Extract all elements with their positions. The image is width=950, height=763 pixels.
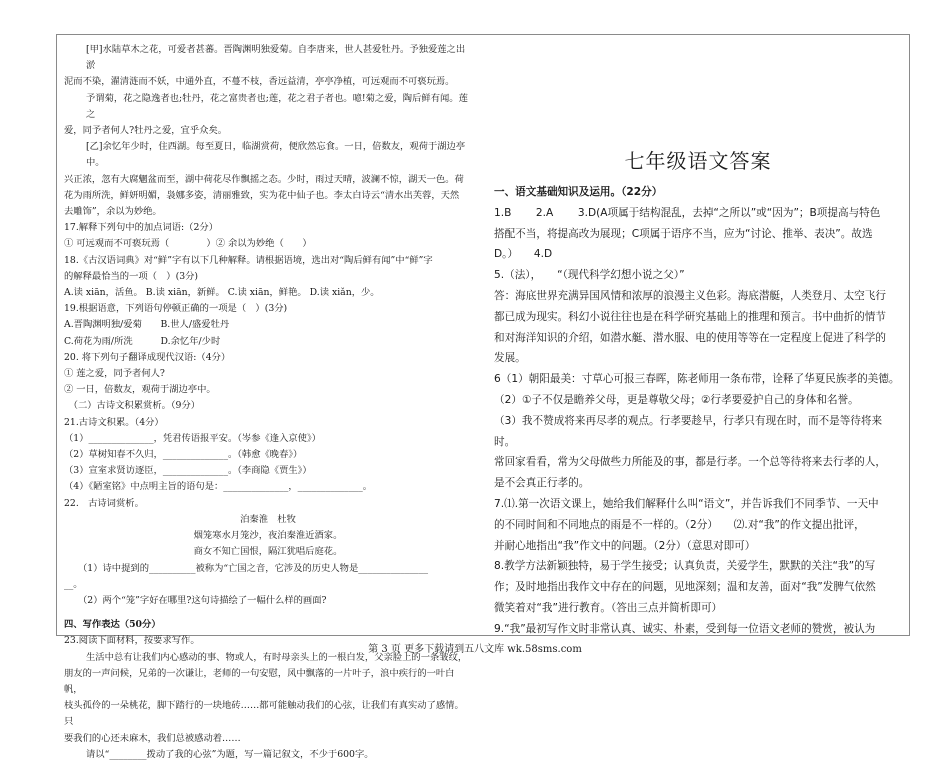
answer-line: 都已成为现实。科幻小说往往也是在科学研究基础上的推理和预言。书中曲折的情节: [494, 310, 886, 323]
prompt-line: 请以“________拨动了我的心弦”为题，写一篇记叙文，不少于600字。: [86, 748, 374, 760]
section-heading: 四、写作表达（50分）: [64, 619, 161, 631]
question-line: 21.古诗文积累。（4分）: [64, 416, 164, 428]
page-footer: 第 3 页 更多下载请到五八文库 wk.58sms.com: [368, 644, 582, 655]
question-line: 20. 将下列句子翻译成现代汉语:（4分）: [64, 351, 231, 363]
answer-line: 和对海洋知识的介绍，如潜水艇、潜水服、电的使用等等在一定程度上促进了科学的: [494, 331, 886, 344]
question-line: （1）______________，凭君传语报平安。（岑参《逢入京使》）: [64, 432, 321, 444]
prompt-line: 枝头孤伶的一朵桃花，脚下踏行的一块地砖……都可能触动我们的心弦，让我们有真实动了感情。只: [64, 700, 464, 728]
answer-title: 七年级语文答案: [624, 149, 772, 173]
poem-title: 泊秦淮 杜牧: [240, 513, 296, 525]
prompt-line: 要我们的心还未麻木，我们总被感动着……: [64, 732, 241, 744]
answer-line: 发展。: [494, 352, 526, 365]
answer-line: 答：海底世界充满异国风情和浓厚的浪漫主义色彩。海底潜艇，人类登月、太空飞行: [494, 289, 886, 302]
answer-line: 搭配不当，将提高改为展现；C项属于语序不当，应为“讨论、推举、表决”。故选: [494, 227, 873, 240]
question-line: 22. 古诗词赏析。: [64, 497, 144, 509]
answer-line: （3）我不赞成将来再尽孝的观点。行孝要趁早，行孝只有现在时，而不是等待将来时。: [494, 414, 883, 448]
answer-line: 微笑着对“我”进行教育。（答出三点并简析即可）: [494, 601, 723, 614]
poem-line: 烟笼寒水月笼沙，夜泊秦淮近酒家。: [193, 530, 343, 542]
poem-line: 商女不知亡国恨，隔江犹唱后庭花。: [193, 546, 343, 558]
passage-line: [甲]水陆草木之花，可爱者甚蕃。晋陶渊明独爱菊。自李唐来，世人甚爱牡丹。予独爱莲之出淤: [86, 44, 466, 72]
question-line: （1）诗中提到的__________被称为“亡国之音，它涉及的历史人物是_______________: [78, 562, 429, 574]
question-line: （4）《陋室铭》中点明主旨的语句是：______________，______________。: [64, 481, 373, 493]
question-line: A.晋陶渊明独/爱菊 B.世人/盛爱牡丹: [64, 319, 230, 331]
section-heading: 一、语文基础知识及运用。（22分）: [494, 186, 663, 198]
question-line: 的解释最恰当的一项（ ）(3分): [64, 270, 199, 282]
passage-line: 爱，同予者何人?牡丹之爱，宜乎众矣。: [64, 125, 228, 137]
answer-line: D。） 4.D: [494, 248, 553, 261]
question-line: A.读 xiān，活鱼。 B.读 xiān，新鲜。 C.读 xiān，鲜艳。 D.读 xiǎn，少。: [64, 287, 380, 299]
question-line: 17.解释下列句中的加点词语:（2分）: [64, 222, 218, 234]
question-line: 18.《古汉语词典》对“鲜”字有以下几种解释。请根据语境，选出对“陶后鲜有闻”中“鲜”字: [64, 254, 433, 266]
answer-line: 5.（法）， “（现代科学幻想小说之父）”: [494, 269, 685, 282]
prompt-line: 生活中总有让我们内心感动的事、物或人，有时母亲头上的一根白发，父亲脸上的一条皱纹，: [86, 651, 468, 663]
question-line: 23.阅读下面材料，按要求写作。: [64, 635, 200, 647]
right-column: [494, 42, 902, 640]
passage-line: 泥而不染，濯清涟而不妖，中通外直，不蔓不枝，香远益清，亭亭净植，可远观而不可亵玩焉。: [64, 76, 455, 88]
answer-line: 7.⑴.第一次语文课上，她给我们解释什么叫“语文”，并告诉我们不同季节、一天中: [494, 497, 879, 510]
answer-line: 常回家看看，常为父母做些力所能及的事，都是行孝。一个总等待将来去行孝的人，: [494, 456, 886, 469]
prompt-line: 朋友的一声问候，兄弟的一次谦让，老师的一句安慰，风中飘落的一片叶子，浪中疾行的一叶白帆，: [64, 667, 455, 695]
answer-line: 是不会真正行孝的。: [494, 477, 590, 490]
answer-line: 的不同时间和不同地点的雨是不一样的。（2分） ⑵.对“我”的作文提出批评，: [494, 518, 865, 531]
passage-line: 兴正浓，忽有大腐魍盆而至，湖中荷花尽作飘摇之态。少时，雨过天晴，波澜不惊，湖天一色。荷: [64, 173, 464, 185]
passage-line: 花为雨所洗，鲜妍明媚，袅娜多姿，清丽雅致，实为花中仙子也。李太白诗云“清水出芙蓉，天然: [64, 189, 460, 201]
answer-line: （2）①子不仅是瞻养父母，更是尊敬父母；②行孝要爱护自己的身体和名誉。: [494, 393, 859, 406]
passage-line: 去雕饰”，余以为妙绝。: [64, 206, 162, 218]
answer-line: 1.B 2.A 3.D(A项属于结构混乱，去掉“之所以”或“因为”；B项提高与特色: [494, 206, 881, 219]
question-line: （2）草树知春不久归，______________。（韩愈《晚春》）: [64, 449, 303, 461]
question-line: ① 可远观而不可亵玩焉（ ）② 余以为妙绝（ ）: [64, 238, 312, 250]
question-line: （2）两个“笼”字好在哪里?这句诗描绘了一幅什么样的画面?: [78, 594, 327, 606]
question-line: C.荷花为雨/所洗 D.余忆年/少时: [64, 335, 221, 347]
answer-line: 9.“我”最初写作文时非常认真、诚实、朴素，受到每一位语文老师的赞赏，被认为: [494, 622, 876, 635]
question-line: ① 莲之爱，同予者何人?: [64, 368, 165, 380]
question-line: ② 一日，倍数友，观荷于湖边亭中。: [64, 384, 216, 396]
answer-line: 6（1）朝阳最美：寸草心可报三春晖，陈老师用一条布带，诠释了华夏民族孝的美德。: [494, 373, 900, 386]
answer-line: 并耐心地指出“我”作文中的问题。（2分）（意思对即可）: [494, 539, 756, 552]
question-line: （3）宣室求贤访逐臣，______________。（李商隐《贾生》）: [64, 465, 312, 477]
passage-line: 予谓菊，花之隐逸者也;牡丹，花之富贵者也;莲，花之君子者也。噫!菊之爱，陶后鲜有闻。莲之: [86, 92, 468, 120]
section-heading: （二）古诗文积累赏析。（9分）: [64, 400, 201, 412]
answer-line: 作；及时地指出我作文中存在的问题，见地深刻；温和友善，面对“我”发脾气依然: [494, 581, 876, 594]
answer-line: 8.教学方法新颖独特，易于学生接受；认真负责，关爱学生，默默的关注“我”的写: [494, 560, 876, 573]
question-line: 19.根据语意，下列语句停顿正确的一项是（ ）(3分): [64, 303, 288, 315]
question-line: __。: [64, 578, 83, 590]
passage-line: [乙]余忆年少时，住西湖。每至夏日，临湖赏荷，便欣然忘食。一日，倍数友，观荷于湖边亭中。: [86, 141, 466, 169]
